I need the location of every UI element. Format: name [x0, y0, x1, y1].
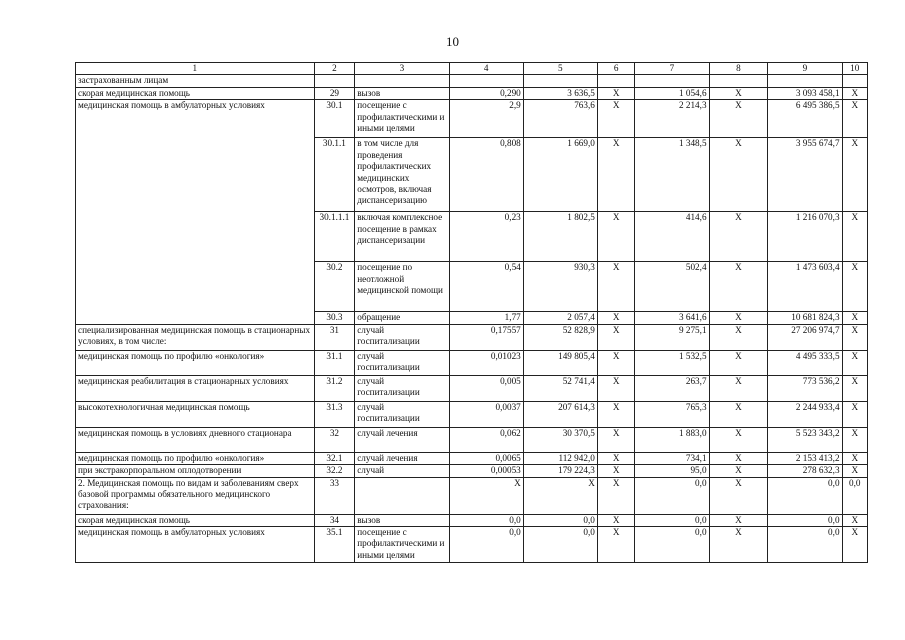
table-cell: вызов: [355, 514, 449, 526]
table-cell: 2 214,3: [635, 100, 709, 138]
header-cell: 8: [709, 63, 768, 75]
header-cell: 7: [635, 63, 709, 75]
table-cell: X: [709, 401, 768, 427]
table-cell: X: [597, 350, 635, 375]
table-cell: 27 206 974,7: [768, 324, 842, 350]
table-cell: 0,00053: [449, 465, 523, 477]
table-cell: X: [842, 452, 867, 464]
table-row: [76, 401, 868, 427]
row-label: медицинская помощь в условиях дневного стационара: [76, 427, 315, 452]
table-cell: 207 614,3: [523, 401, 597, 427]
table-cell: 0,0: [523, 514, 597, 526]
table-cell: 31.1: [314, 350, 355, 375]
table-cell: X: [842, 138, 867, 212]
table-cell: 30.3: [314, 312, 355, 324]
row-label: при экстракорпоральном оплодотворении: [76, 465, 315, 477]
table-cell: 52 828,9: [523, 324, 597, 350]
table-cell: X: [842, 514, 867, 526]
header-cell: 1: [76, 63, 315, 75]
table-cell: 31.3: [314, 401, 355, 427]
table-cell: 0,0065: [449, 452, 523, 464]
header-cell: 9: [768, 63, 842, 75]
table-cell: случай госпитализации: [355, 401, 449, 427]
table-cell: X: [597, 312, 635, 324]
table-cell: 3 093 458,1: [768, 88, 842, 100]
table-cell: 6 495 386,5: [768, 100, 842, 138]
table-cell: посещение с профилактическими и иными целями: [355, 100, 449, 138]
row-label: скорая медицинская помощь: [76, 514, 315, 526]
table-cell: X: [709, 465, 768, 477]
table-cell: 0,062: [449, 427, 523, 452]
table-cell: 0,23: [449, 212, 523, 262]
table-cell: X: [597, 100, 635, 138]
table-cell: X: [709, 375, 768, 401]
table-cell: включая комплексное посещение в рамках диспансеризации: [355, 212, 449, 262]
table-cell: случай лечения: [355, 452, 449, 464]
table-row: [76, 427, 868, 452]
row-label: медицинская помощь по профилю «онкология»: [76, 452, 315, 464]
table-cell: X: [597, 514, 635, 526]
table-cell: 765,3: [635, 401, 709, 427]
table-cell: 773 536,2: [768, 375, 842, 401]
table-cell: 32.1: [314, 452, 355, 464]
table-cell: 9 275,1: [635, 324, 709, 350]
table-cell: 0,0: [635, 527, 709, 563]
table-cell: 1 216 070,3: [768, 212, 842, 262]
table-cell: 5 523 343,2: [768, 427, 842, 452]
table-cell: 30.1.1.1: [314, 212, 355, 262]
table-cell: X: [842, 350, 867, 375]
table-cell: случай: [355, 465, 449, 477]
table-cell: X: [597, 427, 635, 452]
table-cell: X: [709, 212, 768, 262]
table-cell: 3 955 674,7: [768, 138, 842, 212]
table-cell: 502,4: [635, 262, 709, 312]
table-cell: X: [709, 477, 768, 514]
table-row: [76, 477, 868, 514]
table-cell: X: [842, 88, 867, 100]
table-cell: 0,005: [449, 375, 523, 401]
table-cell: 0,0: [842, 477, 867, 514]
table-cell: 30.2: [314, 262, 355, 312]
table-row: [76, 465, 868, 477]
table-cell: 734,1: [635, 452, 709, 464]
table-cell: X: [842, 401, 867, 427]
table-cell: 52 741,4: [523, 375, 597, 401]
table-cell: X: [709, 350, 768, 375]
table-cell: X: [842, 375, 867, 401]
table-cell: 263,7: [635, 375, 709, 401]
table-cell: случай госпитализации: [355, 350, 449, 375]
table-cell: X: [709, 312, 768, 324]
table-row: [76, 350, 868, 375]
table-cell: 30.1: [314, 100, 355, 138]
table-cell: X: [597, 324, 635, 350]
table-cell: случай госпитализации: [355, 375, 449, 401]
table-cell: 3 636,5: [523, 88, 597, 100]
table-cell: 112 942,0: [523, 452, 597, 464]
table-cell: [355, 75, 449, 88]
table-cell: X: [842, 100, 867, 138]
table-cell: 1 802,5: [523, 212, 597, 262]
table-cell: [842, 75, 867, 88]
table-cell: 33: [314, 477, 355, 514]
table-cell: посещение по неотложной медицинской помощи: [355, 262, 449, 312]
table-cell: X: [597, 212, 635, 262]
table-cell: 2 244 933,4: [768, 401, 842, 427]
table-cell: 3 641,6: [635, 312, 709, 324]
table-cell: 2,9: [449, 100, 523, 138]
table-cell: 0,01023: [449, 350, 523, 375]
row-label: застрахованным лицам: [76, 75, 315, 88]
table-cell: 1 054,6: [635, 88, 709, 100]
table-cell: 32: [314, 427, 355, 452]
table-cell: X: [709, 100, 768, 138]
table-cell: 930,3: [523, 262, 597, 312]
table-cell: X: [597, 88, 635, 100]
table-cell: 0,290: [449, 88, 523, 100]
table-cell: X: [842, 324, 867, 350]
table-cell: X: [597, 477, 635, 514]
table-cell: X: [449, 477, 523, 514]
table-cell: 0,0: [449, 527, 523, 563]
table-cell: посещение с профилактическими и иными целями: [355, 527, 449, 563]
table-cell: 1 532,5: [635, 350, 709, 375]
table-cell: X: [709, 88, 768, 100]
table-cell: 29: [314, 88, 355, 100]
table-cell: 0,0: [449, 514, 523, 526]
table-cell: X: [709, 427, 768, 452]
table-row: [76, 100, 868, 138]
table-cell: 31.2: [314, 375, 355, 401]
table-cell: X: [597, 452, 635, 464]
table-cell: 30.1.1: [314, 138, 355, 212]
table-cell: X: [597, 527, 635, 563]
table-cell: 278 632,3: [768, 465, 842, 477]
table-cell: 0,0: [768, 514, 842, 526]
table-cell: 1 883,0: [635, 427, 709, 452]
table-cell: 31: [314, 324, 355, 350]
table-cell: [635, 75, 709, 88]
row-label: медицинская реабилитация в стационарных условиях: [76, 375, 315, 401]
header-row: [76, 63, 868, 75]
table-cell: X: [709, 262, 768, 312]
program-table: [75, 62, 868, 563]
table-cell: X: [597, 401, 635, 427]
table-cell: [314, 75, 355, 88]
table-cell: 0,17557: [449, 324, 523, 350]
table-cell: 95,0: [635, 465, 709, 477]
table-cell: 0,0: [768, 527, 842, 563]
table-cell: в том числе для проведения профилактических медицинских осмотров, включая диспансеризацию: [355, 138, 449, 212]
header-cell: 5: [523, 63, 597, 75]
table-cell: 0,0: [635, 514, 709, 526]
table-cell: X: [842, 262, 867, 312]
header-cell: 2: [314, 63, 355, 75]
table-cell: 149 805,4: [523, 350, 597, 375]
page-number: 10: [446, 34, 459, 49]
table-row: [76, 75, 868, 88]
table-cell: [768, 75, 842, 88]
table-cell: обращение: [355, 312, 449, 324]
table-cell: 10 681 824,3: [768, 312, 842, 324]
header-cell: 10: [842, 63, 867, 75]
table-cell: 1 473 603,4: [768, 262, 842, 312]
table-cell: 4 495 333,5: [768, 350, 842, 375]
table-cell: X: [709, 138, 768, 212]
row-label: медицинская помощь в амбулаторных условиях: [76, 100, 315, 324]
table-cell: X: [597, 465, 635, 477]
table-cell: случай лечения: [355, 427, 449, 452]
table-cell: X: [709, 324, 768, 350]
table-cell: 35.1: [314, 527, 355, 563]
table-cell: 0,54: [449, 262, 523, 312]
table-cell: X: [842, 465, 867, 477]
table-cell: X: [597, 375, 635, 401]
table-cell: 34: [314, 514, 355, 526]
table-cell: X: [709, 527, 768, 563]
table-cell: [597, 75, 635, 88]
row-label: высокотехнологичная медицинская помощь: [76, 401, 315, 427]
table-cell: 763,6: [523, 100, 597, 138]
table-cell: X: [709, 452, 768, 464]
table-cell: 2 057,4: [523, 312, 597, 324]
table-cell: случай госпитализации: [355, 324, 449, 350]
table-cell: 0,808: [449, 138, 523, 212]
row-label: скорая медицинская помощь: [76, 88, 315, 100]
row-label: специализированная медицинская помощь в стационарных условиях, в том числе:: [76, 324, 315, 350]
table-cell: [523, 75, 597, 88]
header-cell: 3: [355, 63, 449, 75]
table-row: [76, 324, 868, 350]
table-row: [76, 527, 868, 563]
table-cell: [709, 75, 768, 88]
table-cell: X: [523, 477, 597, 514]
table-cell: 2 153 413,2: [768, 452, 842, 464]
row-label: 2. Медицинская помощь по видам и заболеваниям сверх базовой программы обязательного медицинского страхования:: [76, 477, 315, 514]
table-cell: 0,0: [635, 477, 709, 514]
table-cell: X: [597, 138, 635, 212]
table-cell: 0,0037: [449, 401, 523, 427]
row-label: медицинская помощь в амбулаторных условиях: [76, 527, 315, 563]
table-cell: 414,6: [635, 212, 709, 262]
table-cell: [355, 477, 449, 514]
table-cell: 179 224,3: [523, 465, 597, 477]
table-row: [76, 514, 868, 526]
table-cell: 0,0: [523, 527, 597, 563]
header-cell: 6: [597, 63, 635, 75]
table-cell: 0,0: [768, 477, 842, 514]
table-cell: X: [709, 514, 768, 526]
header-cell: 4: [449, 63, 523, 75]
table-row: [76, 452, 868, 464]
table-cell: 30 370,5: [523, 427, 597, 452]
table-row: [76, 88, 868, 100]
table-cell: 1 669,0: [523, 138, 597, 212]
table-cell: вызов: [355, 88, 449, 100]
table-cell: X: [842, 312, 867, 324]
table-cell: 1 348,5: [635, 138, 709, 212]
row-label: медицинская помощь по профилю «онкология»: [76, 350, 315, 375]
table-cell: 1,77: [449, 312, 523, 324]
table-cell: X: [842, 527, 867, 563]
table-cell: [449, 75, 523, 88]
table-cell: X: [842, 212, 867, 262]
table-row: [76, 375, 868, 401]
table-cell: X: [597, 262, 635, 312]
table-cell: 32.2: [314, 465, 355, 477]
table-cell: X: [842, 427, 867, 452]
